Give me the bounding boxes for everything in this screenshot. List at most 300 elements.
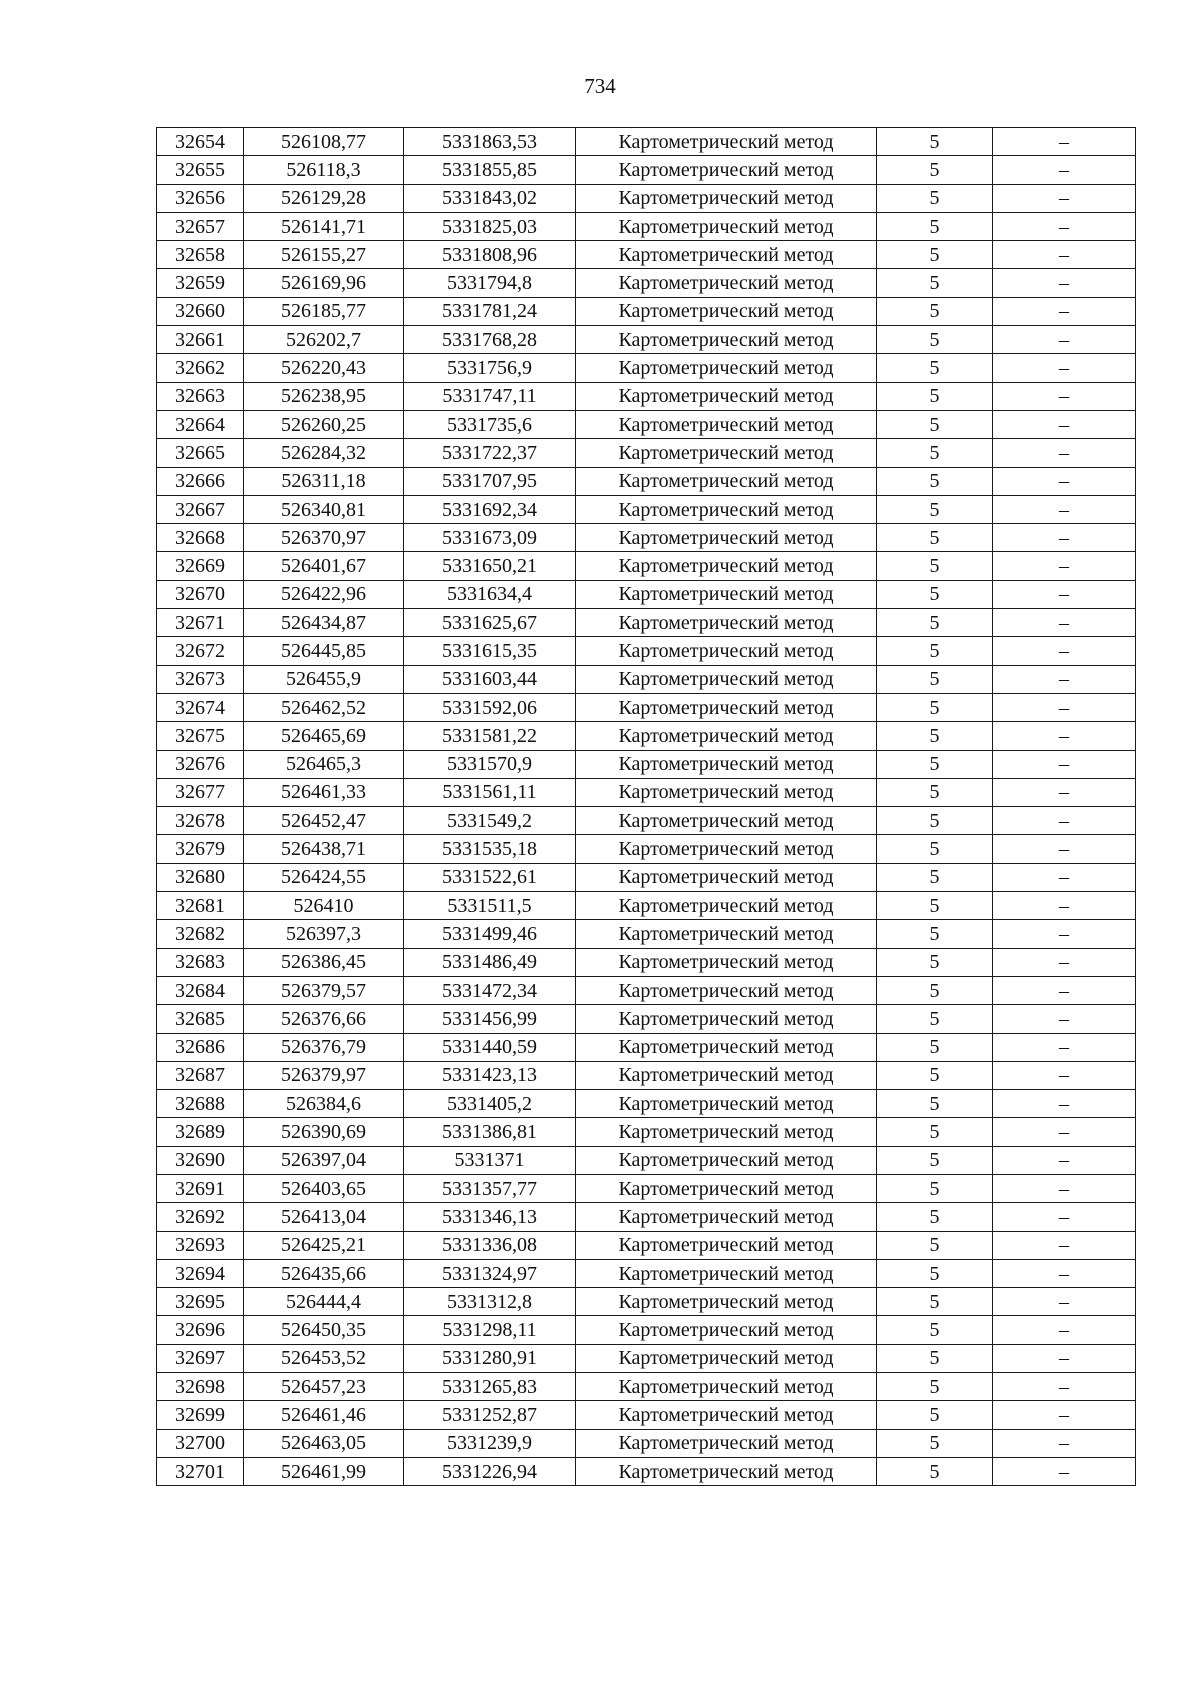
x-coordinate-cell: 526376,79 xyxy=(244,1033,404,1061)
accuracy-cell: 5 xyxy=(877,609,993,637)
y-coordinate-cell: 5331549,2 xyxy=(404,807,576,835)
point-number-cell: 32685 xyxy=(157,1005,244,1033)
method-cell: Картометрический метод xyxy=(576,1373,877,1401)
accuracy-cell: 5 xyxy=(877,439,993,467)
x-coordinate-cell: 526370,97 xyxy=(244,524,404,552)
table-row xyxy=(157,495,1136,523)
point-number-cell: 32671 xyxy=(157,609,244,637)
y-coordinate-cell: 5331561,11 xyxy=(404,778,576,806)
point-number-cell: 32688 xyxy=(157,1090,244,1118)
description-cell: – xyxy=(993,778,1136,806)
x-coordinate-cell: 526260,25 xyxy=(244,410,404,438)
y-coordinate-cell: 5331298,11 xyxy=(404,1316,576,1344)
y-coordinate-cell: 5331346,13 xyxy=(404,1203,576,1231)
description-cell: – xyxy=(993,1005,1136,1033)
method-cell: Картометрический метод xyxy=(576,1429,877,1457)
x-coordinate-cell: 526118,3 xyxy=(244,156,404,184)
x-coordinate-cell: 526401,67 xyxy=(244,552,404,580)
y-coordinate-cell: 5331280,91 xyxy=(404,1344,576,1372)
y-coordinate-cell: 5331511,5 xyxy=(404,892,576,920)
page-number: 734 xyxy=(584,74,616,98)
y-coordinate-cell: 5331499,46 xyxy=(404,920,576,948)
y-coordinate-cell: 5331794,8 xyxy=(404,269,576,297)
table-row xyxy=(157,552,1136,580)
table-row xyxy=(157,326,1136,354)
accuracy-cell: 5 xyxy=(877,1231,993,1259)
table-row xyxy=(157,1231,1136,1259)
point-number-cell: 32689 xyxy=(157,1118,244,1146)
point-number-cell: 32662 xyxy=(157,354,244,382)
description-cell: – xyxy=(993,1033,1136,1061)
table-row xyxy=(157,467,1136,495)
description-cell: – xyxy=(993,1344,1136,1372)
x-coordinate-cell: 526422,96 xyxy=(244,580,404,608)
x-coordinate-cell: 526403,65 xyxy=(244,1174,404,1202)
y-coordinate-cell: 5331522,61 xyxy=(404,863,576,891)
description-cell: – xyxy=(993,1231,1136,1259)
description-cell: – xyxy=(993,269,1136,297)
description-cell: – xyxy=(993,297,1136,325)
accuracy-cell: 5 xyxy=(877,1033,993,1061)
point-number-cell: 32657 xyxy=(157,212,244,240)
table-row xyxy=(157,1005,1136,1033)
accuracy-cell: 5 xyxy=(877,863,993,891)
description-cell: – xyxy=(993,580,1136,608)
method-cell: Картометрический метод xyxy=(576,156,877,184)
description-cell: – xyxy=(993,835,1136,863)
point-number-cell: 32696 xyxy=(157,1316,244,1344)
point-number-cell: 32681 xyxy=(157,892,244,920)
description-cell: – xyxy=(993,326,1136,354)
point-number-cell: 32678 xyxy=(157,807,244,835)
method-cell: Картометрический метод xyxy=(576,410,877,438)
point-number-cell: 32668 xyxy=(157,524,244,552)
point-number-cell: 32669 xyxy=(157,552,244,580)
point-number-cell: 32672 xyxy=(157,637,244,665)
method-cell: Картометрический метод xyxy=(576,750,877,778)
table-row xyxy=(157,580,1136,608)
description-cell: – xyxy=(993,1316,1136,1344)
y-coordinate-cell: 5331722,37 xyxy=(404,439,576,467)
accuracy-cell: 5 xyxy=(877,156,993,184)
point-number-cell: 32683 xyxy=(157,948,244,976)
accuracy-cell: 5 xyxy=(877,326,993,354)
y-coordinate-cell: 5331855,85 xyxy=(404,156,576,184)
y-coordinate-cell: 5331535,18 xyxy=(404,835,576,863)
y-coordinate-cell: 5331747,11 xyxy=(404,382,576,410)
accuracy-cell: 5 xyxy=(877,269,993,297)
accuracy-cell: 5 xyxy=(877,1401,993,1429)
table-row xyxy=(157,807,1136,835)
accuracy-cell: 5 xyxy=(877,1146,993,1174)
description-cell: – xyxy=(993,156,1136,184)
table-row xyxy=(157,863,1136,891)
x-coordinate-cell: 526376,66 xyxy=(244,1005,404,1033)
y-coordinate-cell: 5331603,44 xyxy=(404,665,576,693)
table-row xyxy=(157,609,1136,637)
x-coordinate-cell: 526379,97 xyxy=(244,1061,404,1089)
method-cell: Картометрический метод xyxy=(576,128,877,156)
method-cell: Картометрический метод xyxy=(576,1231,877,1259)
method-cell: Картометрический метод xyxy=(576,665,877,693)
table-row xyxy=(157,382,1136,410)
y-coordinate-cell: 5331625,67 xyxy=(404,609,576,637)
table-row xyxy=(157,212,1136,240)
table-row xyxy=(157,1429,1136,1457)
table-row xyxy=(157,439,1136,467)
table-row xyxy=(157,354,1136,382)
description-cell: – xyxy=(993,1090,1136,1118)
x-coordinate-cell: 526452,47 xyxy=(244,807,404,835)
table-row xyxy=(157,524,1136,552)
y-coordinate-cell: 5331472,34 xyxy=(404,976,576,1004)
method-cell: Картометрический метод xyxy=(576,1259,877,1287)
accuracy-cell: 5 xyxy=(877,920,993,948)
method-cell: Картометрический метод xyxy=(576,297,877,325)
accuracy-cell: 5 xyxy=(877,1457,993,1485)
method-cell: Картометрический метод xyxy=(576,920,877,948)
point-number-cell: 32680 xyxy=(157,863,244,891)
method-cell: Картометрический метод xyxy=(576,976,877,1004)
table-row xyxy=(157,693,1136,721)
accuracy-cell: 5 xyxy=(877,128,993,156)
x-coordinate-cell: 526129,28 xyxy=(244,184,404,212)
y-coordinate-cell: 5331226,94 xyxy=(404,1457,576,1485)
y-coordinate-cell: 5331336,08 xyxy=(404,1231,576,1259)
x-coordinate-cell: 526169,96 xyxy=(244,269,404,297)
point-number-cell: 32670 xyxy=(157,580,244,608)
description-cell: – xyxy=(993,722,1136,750)
y-coordinate-cell: 5331592,06 xyxy=(404,693,576,721)
accuracy-cell: 5 xyxy=(877,1259,993,1287)
method-cell: Картометрический метод xyxy=(576,1174,877,1202)
table-row xyxy=(157,1118,1136,1146)
x-coordinate-cell: 526461,33 xyxy=(244,778,404,806)
point-number-cell: 32686 xyxy=(157,1033,244,1061)
description-cell: – xyxy=(993,524,1136,552)
accuracy-cell: 5 xyxy=(877,1288,993,1316)
method-cell: Картометрический метод xyxy=(576,1203,877,1231)
table-row xyxy=(157,1316,1136,1344)
method-cell: Картометрический метод xyxy=(576,1316,877,1344)
point-number-cell: 32700 xyxy=(157,1429,244,1457)
y-coordinate-cell: 5331570,9 xyxy=(404,750,576,778)
y-coordinate-cell: 5331650,21 xyxy=(404,552,576,580)
x-coordinate-cell: 526413,04 xyxy=(244,1203,404,1231)
x-coordinate-cell: 526462,52 xyxy=(244,693,404,721)
table-row xyxy=(157,948,1136,976)
table-row xyxy=(157,750,1136,778)
x-coordinate-cell: 526453,52 xyxy=(244,1344,404,1372)
accuracy-cell: 5 xyxy=(877,835,993,863)
x-coordinate-cell: 526461,99 xyxy=(244,1457,404,1485)
x-coordinate-cell: 526108,77 xyxy=(244,128,404,156)
method-cell: Картометрический метод xyxy=(576,609,877,637)
x-coordinate-cell: 526141,71 xyxy=(244,212,404,240)
accuracy-cell: 5 xyxy=(877,552,993,580)
x-coordinate-cell: 526435,66 xyxy=(244,1259,404,1287)
method-cell: Картометрический метод xyxy=(576,1457,877,1485)
table-row xyxy=(157,665,1136,693)
y-coordinate-cell: 5331265,83 xyxy=(404,1373,576,1401)
method-cell: Картометрический метод xyxy=(576,693,877,721)
point-number-cell: 32692 xyxy=(157,1203,244,1231)
method-cell: Картометрический метод xyxy=(576,212,877,240)
table-row xyxy=(157,1373,1136,1401)
accuracy-cell: 5 xyxy=(877,410,993,438)
accuracy-cell: 5 xyxy=(877,524,993,552)
point-number-cell: 32665 xyxy=(157,439,244,467)
y-coordinate-cell: 5331440,59 xyxy=(404,1033,576,1061)
y-coordinate-cell: 5331405,2 xyxy=(404,1090,576,1118)
description-cell: – xyxy=(993,212,1136,240)
x-coordinate-cell: 526220,43 xyxy=(244,354,404,382)
y-coordinate-cell: 5331371 xyxy=(404,1146,576,1174)
accuracy-cell: 5 xyxy=(877,184,993,212)
description-cell: – xyxy=(993,976,1136,1004)
accuracy-cell: 5 xyxy=(877,467,993,495)
method-cell: Картометрический метод xyxy=(576,1090,877,1118)
y-coordinate-cell: 5331863,53 xyxy=(404,128,576,156)
point-number-cell: 32693 xyxy=(157,1231,244,1259)
point-number-cell: 32699 xyxy=(157,1401,244,1429)
point-number-cell: 32687 xyxy=(157,1061,244,1089)
point-number-cell: 32679 xyxy=(157,835,244,863)
point-number-cell: 32697 xyxy=(157,1344,244,1372)
method-cell: Картометрический метод xyxy=(576,1401,877,1429)
description-cell: – xyxy=(993,1429,1136,1457)
method-cell: Картометрический метод xyxy=(576,580,877,608)
description-cell: – xyxy=(993,241,1136,269)
x-coordinate-cell: 526424,55 xyxy=(244,863,404,891)
accuracy-cell: 5 xyxy=(877,354,993,382)
x-coordinate-cell: 526434,87 xyxy=(244,609,404,637)
description-cell: – xyxy=(993,920,1136,948)
point-number-cell: 32659 xyxy=(157,269,244,297)
point-number-cell: 32677 xyxy=(157,778,244,806)
y-coordinate-cell: 5331781,24 xyxy=(404,297,576,325)
table-row xyxy=(157,1090,1136,1118)
method-cell: Картометрический метод xyxy=(576,524,877,552)
point-number-cell: 32675 xyxy=(157,722,244,750)
table-row xyxy=(157,241,1136,269)
description-cell: – xyxy=(993,807,1136,835)
description-cell: – xyxy=(993,552,1136,580)
accuracy-cell: 5 xyxy=(877,1429,993,1457)
method-cell: Картометрический метод xyxy=(576,722,877,750)
method-cell: Картометрический метод xyxy=(576,863,877,891)
y-coordinate-cell: 5331581,22 xyxy=(404,722,576,750)
x-coordinate-cell: 526465,69 xyxy=(244,722,404,750)
point-number-cell: 32656 xyxy=(157,184,244,212)
method-cell: Картометрический метод xyxy=(576,1061,877,1089)
accuracy-cell: 5 xyxy=(877,892,993,920)
table-row xyxy=(157,976,1136,1004)
accuracy-cell: 5 xyxy=(877,212,993,240)
x-coordinate-cell: 526455,9 xyxy=(244,665,404,693)
method-cell: Картометрический метод xyxy=(576,948,877,976)
x-coordinate-cell: 526397,04 xyxy=(244,1146,404,1174)
description-cell: – xyxy=(993,948,1136,976)
table-row xyxy=(157,269,1136,297)
method-cell: Картометрический метод xyxy=(576,778,877,806)
accuracy-cell: 5 xyxy=(877,1118,993,1146)
method-cell: Картометрический метод xyxy=(576,269,877,297)
description-cell: – xyxy=(993,693,1136,721)
point-number-cell: 32658 xyxy=(157,241,244,269)
method-cell: Картометрический метод xyxy=(576,467,877,495)
method-cell: Картометрический метод xyxy=(576,241,877,269)
table-row xyxy=(157,1259,1136,1287)
y-coordinate-cell: 5331634,4 xyxy=(404,580,576,608)
method-cell: Картометрический метод xyxy=(576,495,877,523)
table-row xyxy=(157,1033,1136,1061)
method-cell: Картометрический метод xyxy=(576,1118,877,1146)
description-cell: – xyxy=(993,1061,1136,1089)
coordinates-table-body xyxy=(157,128,1136,1486)
table-row xyxy=(157,892,1136,920)
y-coordinate-cell: 5331324,97 xyxy=(404,1259,576,1287)
x-coordinate-cell: 526202,7 xyxy=(244,326,404,354)
description-cell: – xyxy=(993,1146,1136,1174)
description-cell: – xyxy=(993,665,1136,693)
x-coordinate-cell: 526457,23 xyxy=(244,1373,404,1401)
x-coordinate-cell: 526425,21 xyxy=(244,1231,404,1259)
accuracy-cell: 5 xyxy=(877,580,993,608)
point-number-cell: 32695 xyxy=(157,1288,244,1316)
x-coordinate-cell: 526465,3 xyxy=(244,750,404,778)
x-coordinate-cell: 526444,4 xyxy=(244,1288,404,1316)
y-coordinate-cell: 5331357,77 xyxy=(404,1174,576,1202)
description-cell: – xyxy=(993,1288,1136,1316)
accuracy-cell: 5 xyxy=(877,1203,993,1231)
table-row xyxy=(157,1344,1136,1372)
point-number-cell: 32676 xyxy=(157,750,244,778)
y-coordinate-cell: 5331825,03 xyxy=(404,212,576,240)
point-number-cell: 32655 xyxy=(157,156,244,184)
table-row xyxy=(157,920,1136,948)
table-row xyxy=(157,297,1136,325)
method-cell: Картометрический метод xyxy=(576,1288,877,1316)
table-row xyxy=(157,1203,1136,1231)
method-cell: Картометрический метод xyxy=(576,807,877,835)
method-cell: Картометрический метод xyxy=(576,184,877,212)
point-number-cell: 32694 xyxy=(157,1259,244,1287)
x-coordinate-cell: 526386,45 xyxy=(244,948,404,976)
description-cell: – xyxy=(993,495,1136,523)
table-row xyxy=(157,1401,1136,1429)
description-cell: – xyxy=(993,467,1136,495)
accuracy-cell: 5 xyxy=(877,1174,993,1202)
x-coordinate-cell: 526340,81 xyxy=(244,495,404,523)
method-cell: Картометрический метод xyxy=(576,892,877,920)
method-cell: Картометрический метод xyxy=(576,326,877,354)
point-number-cell: 32684 xyxy=(157,976,244,1004)
accuracy-cell: 5 xyxy=(877,241,993,269)
accuracy-cell: 5 xyxy=(877,1061,993,1089)
table-row xyxy=(157,184,1136,212)
table-row xyxy=(157,1288,1136,1316)
method-cell: Картометрический метод xyxy=(576,835,877,863)
point-number-cell: 32698 xyxy=(157,1373,244,1401)
description-cell: – xyxy=(993,637,1136,665)
x-coordinate-cell: 526461,46 xyxy=(244,1401,404,1429)
y-coordinate-cell: 5331756,9 xyxy=(404,354,576,382)
y-coordinate-cell: 5331239,9 xyxy=(404,1429,576,1457)
x-coordinate-cell: 526185,77 xyxy=(244,297,404,325)
point-number-cell: 32660 xyxy=(157,297,244,325)
y-coordinate-cell: 5331615,35 xyxy=(404,637,576,665)
description-cell: – xyxy=(993,892,1136,920)
method-cell: Картометрический метод xyxy=(576,1146,877,1174)
description-cell: – xyxy=(993,609,1136,637)
table-row xyxy=(157,637,1136,665)
accuracy-cell: 5 xyxy=(877,495,993,523)
table-row xyxy=(157,778,1136,806)
y-coordinate-cell: 5331735,6 xyxy=(404,410,576,438)
method-cell: Картометрический метод xyxy=(576,439,877,467)
accuracy-cell: 5 xyxy=(877,1005,993,1033)
y-coordinate-cell: 5331423,13 xyxy=(404,1061,576,1089)
x-coordinate-cell: 526311,18 xyxy=(244,467,404,495)
description-cell: – xyxy=(993,1373,1136,1401)
accuracy-cell: 5 xyxy=(877,976,993,1004)
accuracy-cell: 5 xyxy=(877,1090,993,1118)
point-number-cell: 32661 xyxy=(157,326,244,354)
table-row xyxy=(157,1174,1136,1202)
y-coordinate-cell: 5331707,95 xyxy=(404,467,576,495)
description-cell: – xyxy=(993,1401,1136,1429)
x-coordinate-cell: 526410 xyxy=(244,892,404,920)
point-number-cell: 32690 xyxy=(157,1146,244,1174)
point-number-cell: 32682 xyxy=(157,920,244,948)
coordinates-table xyxy=(156,127,1136,1486)
x-coordinate-cell: 526238,95 xyxy=(244,382,404,410)
x-coordinate-cell: 526397,3 xyxy=(244,920,404,948)
description-cell: – xyxy=(993,1259,1136,1287)
table-row xyxy=(157,835,1136,863)
table-row xyxy=(157,1457,1136,1485)
description-cell: – xyxy=(993,863,1136,891)
description-cell: – xyxy=(993,354,1136,382)
y-coordinate-cell: 5331808,96 xyxy=(404,241,576,269)
description-cell: – xyxy=(993,1174,1136,1202)
method-cell: Картометрический метод xyxy=(576,354,877,382)
accuracy-cell: 5 xyxy=(877,722,993,750)
table-row xyxy=(157,722,1136,750)
point-number-cell: 32673 xyxy=(157,665,244,693)
accuracy-cell: 5 xyxy=(877,297,993,325)
description-cell: – xyxy=(993,439,1136,467)
method-cell: Картометрический метод xyxy=(576,1005,877,1033)
x-coordinate-cell: 526438,71 xyxy=(244,835,404,863)
x-coordinate-cell: 526450,35 xyxy=(244,1316,404,1344)
x-coordinate-cell: 526284,32 xyxy=(244,439,404,467)
accuracy-cell: 5 xyxy=(877,665,993,693)
y-coordinate-cell: 5331312,8 xyxy=(404,1288,576,1316)
point-number-cell: 32654 xyxy=(157,128,244,156)
accuracy-cell: 5 xyxy=(877,807,993,835)
y-coordinate-cell: 5331673,09 xyxy=(404,524,576,552)
point-number-cell: 32667 xyxy=(157,495,244,523)
x-coordinate-cell: 526390,69 xyxy=(244,1118,404,1146)
accuracy-cell: 5 xyxy=(877,1344,993,1372)
accuracy-cell: 5 xyxy=(877,1373,993,1401)
point-number-cell: 32674 xyxy=(157,693,244,721)
accuracy-cell: 5 xyxy=(877,750,993,778)
table-row xyxy=(157,1061,1136,1089)
description-cell: – xyxy=(993,1203,1136,1231)
